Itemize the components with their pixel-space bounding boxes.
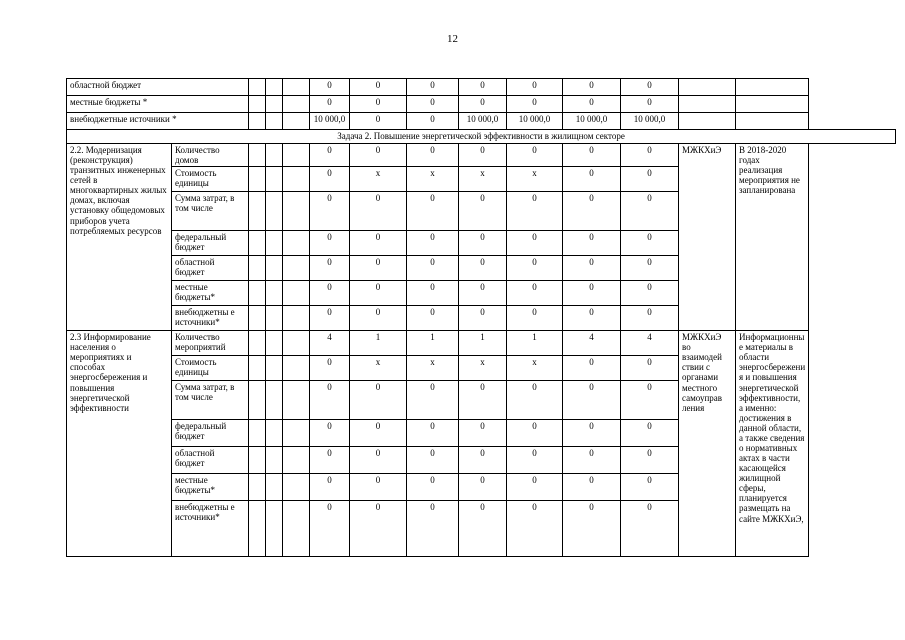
table-row: [67, 113, 896, 130]
value-cell: x: [407, 356, 459, 381]
section-executor: МЖКХиЭ: [679, 144, 736, 331]
value-cell: 0: [507, 281, 563, 306]
value-cell: 0: [407, 420, 459, 447]
value-cell: 0: [621, 231, 679, 256]
value-cell: 0: [407, 231, 459, 256]
value-cell: 0: [350, 144, 407, 167]
empty-cell: [283, 96, 310, 113]
value-cell: 0: [563, 167, 621, 192]
empty-cell: [266, 167, 283, 192]
value-cell: 0: [407, 113, 459, 130]
row-label: внебюджетные источники *: [67, 113, 249, 130]
empty-cell: [249, 381, 266, 420]
value-cell: 0: [459, 447, 507, 474]
value-cell: x: [507, 167, 563, 192]
value-cell: 10 000,0: [621, 113, 679, 130]
empty-cell: [736, 96, 809, 113]
value-cell: 0: [350, 501, 407, 557]
value-cell: 0: [310, 306, 350, 331]
value-cell: x: [350, 167, 407, 192]
empty-cell: [249, 231, 266, 256]
value-cell: 4: [310, 331, 350, 356]
row-label: Стоимость единицы: [172, 167, 249, 192]
section-title: 2.2. Модернизация (реконструкция) транзитных инженерных сетей в многоквартирных жилых домах, включая установку общедомовых приборов учета потребляемых ресурсов: [67, 144, 172, 331]
empty-cell: [266, 474, 283, 501]
value-cell: 0: [310, 474, 350, 501]
value-cell: 0: [459, 96, 507, 113]
empty-cell: [283, 306, 310, 331]
empty-cell: [736, 79, 809, 96]
value-cell: 0: [621, 144, 679, 167]
value-cell: 1: [459, 331, 507, 356]
value-cell: 0: [350, 96, 407, 113]
value-cell: 0: [563, 356, 621, 381]
empty-cell: [283, 356, 310, 381]
value-cell: 0: [310, 501, 350, 557]
value-cell: 1: [507, 331, 563, 356]
value-cell: 10 000,0: [507, 113, 563, 130]
value-cell: 0: [621, 79, 679, 96]
empty-cell: [283, 79, 310, 96]
value-cell: 0: [459, 381, 507, 420]
empty-cell: [266, 79, 283, 96]
value-cell: 0: [310, 167, 350, 192]
row-label: Стоимость единицы: [172, 356, 249, 381]
value-cell: x: [350, 356, 407, 381]
value-cell: x: [407, 167, 459, 192]
value-cell: 0: [621, 501, 679, 557]
empty-cell: [249, 501, 266, 557]
empty-cell: [249, 474, 266, 501]
value-cell: 10 000,0: [563, 113, 621, 130]
value-cell: 0: [310, 356, 350, 381]
value-cell: x: [459, 167, 507, 192]
value-cell: 10 000,0: [310, 113, 350, 130]
value-cell: 0: [407, 144, 459, 167]
empty-cell: [266, 381, 283, 420]
value-cell: 0: [459, 474, 507, 501]
empty-cell: [283, 113, 310, 130]
empty-cell: [266, 192, 283, 231]
row-label: внебюджетны е источники*: [172, 306, 249, 331]
empty-cell: [266, 420, 283, 447]
page-number: 12: [447, 33, 458, 45]
value-cell: 0: [563, 306, 621, 331]
empty-cell: [266, 501, 283, 557]
empty-cell: [266, 144, 283, 167]
empty-cell: [283, 501, 310, 557]
value-cell: 0: [459, 192, 507, 231]
value-cell: 0: [563, 231, 621, 256]
value-cell: 0: [407, 256, 459, 281]
value-cell: 0: [507, 231, 563, 256]
row-label: федеральный бюджет: [172, 420, 249, 447]
empty-cell: [283, 474, 310, 501]
value-cell: 0: [621, 192, 679, 231]
value-cell: 0: [507, 501, 563, 557]
value-cell: 0: [507, 474, 563, 501]
value-cell: 0: [563, 96, 621, 113]
empty-cell: [249, 192, 266, 231]
value-cell: 0: [407, 474, 459, 501]
value-cell: 0: [621, 356, 679, 381]
row-label: Сумма затрат, в том числе: [172, 381, 249, 420]
value-cell: 0: [350, 381, 407, 420]
value-cell: 0: [459, 281, 507, 306]
program-table: [66, 78, 896, 557]
table-row: [67, 331, 896, 356]
row-label: областной бюджет: [172, 447, 249, 474]
value-cell: 0: [507, 96, 563, 113]
value-cell: 0: [407, 306, 459, 331]
row-label: внебюджетны е источники*: [172, 501, 249, 557]
empty-cell: [266, 447, 283, 474]
value-cell: 0: [459, 306, 507, 331]
value-cell: 0: [459, 501, 507, 557]
value-cell: 0: [621, 256, 679, 281]
value-cell: 0: [310, 381, 350, 420]
value-cell: 10 000,0: [459, 113, 507, 130]
value-cell: 0: [621, 447, 679, 474]
table-row: [67, 79, 896, 96]
empty-cell: [266, 356, 283, 381]
value-cell: 0: [459, 420, 507, 447]
value-cell: 0: [621, 381, 679, 420]
empty-cell: [283, 256, 310, 281]
empty-cell: [679, 96, 736, 113]
empty-cell: [249, 167, 266, 192]
value-cell: 0: [563, 144, 621, 167]
empty-cell: [249, 96, 266, 113]
row-label: Количество мероприятий: [172, 331, 249, 356]
value-cell: 0: [621, 281, 679, 306]
value-cell: 0: [459, 256, 507, 281]
value-cell: 0: [350, 231, 407, 256]
value-cell: 0: [507, 256, 563, 281]
value-cell: 0: [350, 79, 407, 96]
empty-cell: [249, 447, 266, 474]
row-label: областной бюджет: [67, 79, 249, 96]
value-cell: 0: [310, 420, 350, 447]
value-cell: 1: [407, 331, 459, 356]
section-executor: МЖКХиЭ во взаимодей ствии с органами местного самоуправ ления: [679, 331, 736, 557]
value-cell: 0: [310, 231, 350, 256]
value-cell: 0: [350, 306, 407, 331]
value-cell: 0: [563, 501, 621, 557]
value-cell: 0: [407, 192, 459, 231]
value-cell: 0: [563, 192, 621, 231]
value-cell: 0: [310, 281, 350, 306]
value-cell: x: [459, 356, 507, 381]
empty-cell: [266, 306, 283, 331]
value-cell: 0: [563, 447, 621, 474]
value-cell: 0: [350, 474, 407, 501]
value-cell: 0: [407, 447, 459, 474]
row-label: федеральный бюджет: [172, 231, 249, 256]
table-row: [67, 144, 896, 167]
empty-cell: [283, 420, 310, 447]
value-cell: 0: [350, 447, 407, 474]
empty-cell: [249, 144, 266, 167]
empty-cell: [249, 356, 266, 381]
value-cell: 0: [310, 256, 350, 281]
empty-cell: [266, 96, 283, 113]
row-label: местные бюджеты*: [172, 281, 249, 306]
value-cell: 0: [407, 96, 459, 113]
task-header: Задача 2. Повышение энергетической эффективности в жилищном секторе: [67, 130, 896, 144]
value-cell: 0: [459, 79, 507, 96]
empty-cell: [249, 281, 266, 306]
value-cell: 0: [310, 96, 350, 113]
value-cell: 0: [563, 281, 621, 306]
value-cell: 4: [563, 331, 621, 356]
value-cell: 0: [621, 167, 679, 192]
empty-cell: [679, 113, 736, 130]
value-cell: 0: [563, 381, 621, 420]
value-cell: 0: [563, 474, 621, 501]
empty-cell: [736, 113, 809, 130]
value-cell: 0: [507, 79, 563, 96]
empty-cell: [266, 113, 283, 130]
empty-cell: [249, 420, 266, 447]
value-cell: 0: [407, 79, 459, 96]
value-cell: x: [507, 356, 563, 381]
row-label: местные бюджеты*: [172, 474, 249, 501]
value-cell: 0: [350, 192, 407, 231]
empty-cell: [266, 331, 283, 356]
empty-cell: [266, 281, 283, 306]
empty-cell: [283, 331, 310, 356]
section-note: В 2018-2020 годах реализация мероприятия не запланирована: [736, 144, 809, 331]
empty-cell: [249, 113, 266, 130]
value-cell: 0: [507, 306, 563, 331]
row-label: местные бюджеты *: [67, 96, 249, 113]
value-cell: 0: [350, 256, 407, 281]
value-cell: 0: [407, 381, 459, 420]
value-cell: 0: [350, 113, 407, 130]
empty-cell: [283, 281, 310, 306]
value-cell: 0: [563, 256, 621, 281]
section-title: 2.3 Информирование населения о мероприятиях и способах энергосбережения и повышения энергетической эффективности: [67, 331, 172, 557]
empty-cell: [283, 192, 310, 231]
value-cell: 0: [621, 306, 679, 331]
value-cell: 0: [459, 144, 507, 167]
empty-cell: [266, 256, 283, 281]
value-cell: 0: [407, 281, 459, 306]
empty-cell: [283, 231, 310, 256]
value-cell: 0: [621, 96, 679, 113]
value-cell: 0: [563, 420, 621, 447]
value-cell: 0: [507, 144, 563, 167]
value-cell: 0: [621, 420, 679, 447]
empty-cell: [249, 256, 266, 281]
value-cell: 0: [350, 281, 407, 306]
value-cell: 0: [310, 144, 350, 167]
value-cell: 0: [507, 192, 563, 231]
table-row: [67, 96, 896, 113]
value-cell: 0: [310, 192, 350, 231]
value-cell: 0: [459, 231, 507, 256]
empty-cell: [283, 144, 310, 167]
row-label: Сумма затрат, в том числе: [172, 192, 249, 231]
row-label: областной бюджет: [172, 256, 249, 281]
value-cell: 0: [621, 474, 679, 501]
value-cell: 1: [350, 331, 407, 356]
value-cell: 0: [507, 447, 563, 474]
value-cell: 0: [310, 79, 350, 96]
table-row: [67, 130, 896, 144]
empty-cell: [283, 381, 310, 420]
row-label: Количество домов: [172, 144, 249, 167]
value-cell: 4: [621, 331, 679, 356]
value-cell: 0: [350, 420, 407, 447]
value-cell: 0: [407, 501, 459, 557]
empty-cell: [266, 231, 283, 256]
empty-cell: [249, 306, 266, 331]
empty-cell: [283, 167, 310, 192]
value-cell: 0: [310, 447, 350, 474]
value-cell: 0: [507, 420, 563, 447]
empty-cell: [249, 79, 266, 96]
section-note: Информационны е материалы в области энергосбережени я и повышения энергетической эффективности, а именно: достижения в данной области, а также сведения о нормативных актах в части касающейся жилищной сферы, планируется размещать на сайте МЖКХиЭ,: [736, 331, 809, 557]
value-cell: 0: [507, 381, 563, 420]
empty-cell: [249, 331, 266, 356]
empty-cell: [679, 79, 736, 96]
value-cell: 0: [563, 79, 621, 96]
empty-cell: [283, 447, 310, 474]
